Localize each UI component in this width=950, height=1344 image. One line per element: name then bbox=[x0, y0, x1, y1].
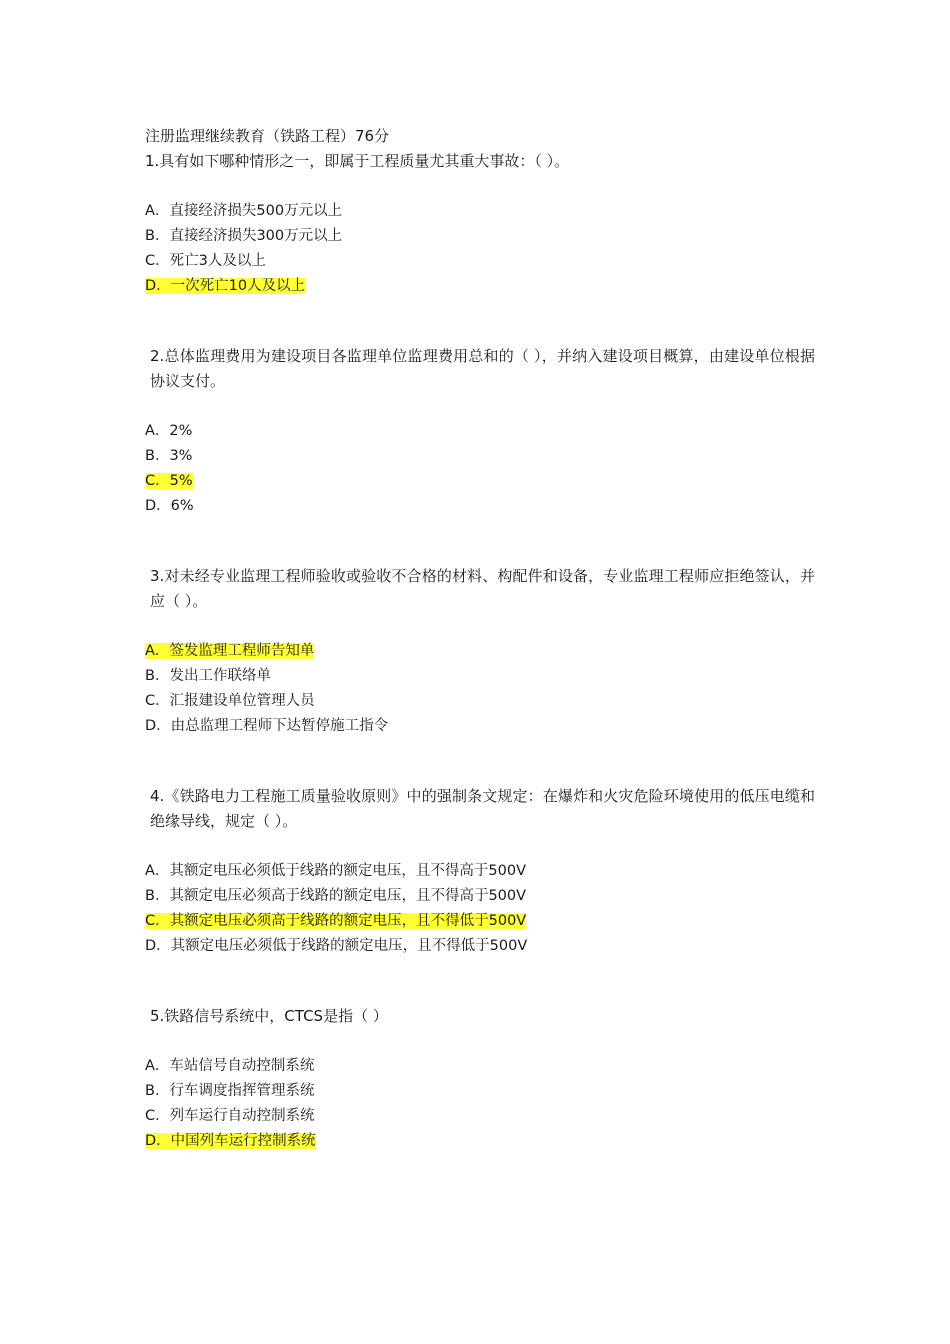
options-list bbox=[145, 419, 815, 519]
document-page bbox=[145, 124, 815, 1154]
option-d: D．由总监理工程师下达暂停施工指令 bbox=[145, 718, 389, 734]
option-d-answer: D．一次死亡10人及以上 bbox=[145, 278, 306, 294]
option-b: B．其额定电压必须高于线路的额定电压，且不得高于500V bbox=[145, 888, 527, 904]
options-list bbox=[145, 199, 815, 299]
question-text: 1.具有如下哪种情形之一，即属于工程质量尤其重大事故：（ ）。 bbox=[145, 152, 570, 170]
question-2 bbox=[145, 344, 815, 519]
option-d: D．其额定电压必须低于线路的额定电压，且不得低于500V bbox=[145, 938, 528, 954]
question-text: 3.对未经专业监理工程师验收或验收不合格的材料、构配件和设备，专业监理工程师应拒绝签认，并应（ ）。 bbox=[150, 567, 815, 610]
option-d-answer: D．中国列车运行控制系统 bbox=[145, 1133, 316, 1149]
option-a: A．直接经济损失500万元以上 bbox=[145, 203, 343, 219]
question-3 bbox=[145, 564, 815, 739]
option-c: C．死亡3人及以上 bbox=[145, 253, 266, 269]
option-a: A．其额定电压必须低于线路的额定电压，且不得高于500V bbox=[145, 863, 527, 879]
option-b: B．行车调度指挥管理系统 bbox=[145, 1083, 315, 1099]
option-c-answer: C．5% bbox=[145, 473, 193, 489]
question-5 bbox=[145, 1004, 815, 1154]
options-list bbox=[145, 1054, 815, 1154]
question-4 bbox=[145, 784, 815, 959]
option-a: A．2% bbox=[145, 423, 193, 439]
option-b: B．发出工作联络单 bbox=[145, 668, 271, 684]
option-b: B．3% bbox=[145, 448, 193, 464]
question-text: 5.铁路信号系统中，CTCS是指（ ） bbox=[150, 1007, 388, 1025]
question-text: 2.总体监理费用为建设项目各监理单位监理费用总和的（ ），并纳入建设项目概算，由建设单位根据协议支付。 bbox=[150, 347, 815, 390]
option-c: C．汇报建设单位管理人员 bbox=[145, 693, 315, 709]
option-c-answer: C．其额定电压必须高于线路的额定电压，且不得低于500V bbox=[145, 913, 527, 929]
option-b: B．直接经济损失300万元以上 bbox=[145, 228, 343, 244]
options-list bbox=[145, 639, 815, 739]
option-a: A．车站信号自动控制系统 bbox=[145, 1058, 315, 1074]
question-text: 4.《铁路电力工程施工质量验收原则》中的强制条文规定：在爆炸和火灾危险环境使用的低压电缆和绝缘导线，规定（ ）。 bbox=[150, 787, 815, 830]
document-title: 注册监理继续教育（铁路工程）76分 bbox=[145, 127, 390, 145]
option-c: C．列车运行自动控制系统 bbox=[145, 1108, 315, 1124]
options-list bbox=[145, 859, 815, 959]
option-d: D．6% bbox=[145, 498, 194, 514]
question-1 bbox=[145, 149, 815, 299]
option-a-answer: A．签发监理工程师告知单 bbox=[145, 643, 315, 659]
